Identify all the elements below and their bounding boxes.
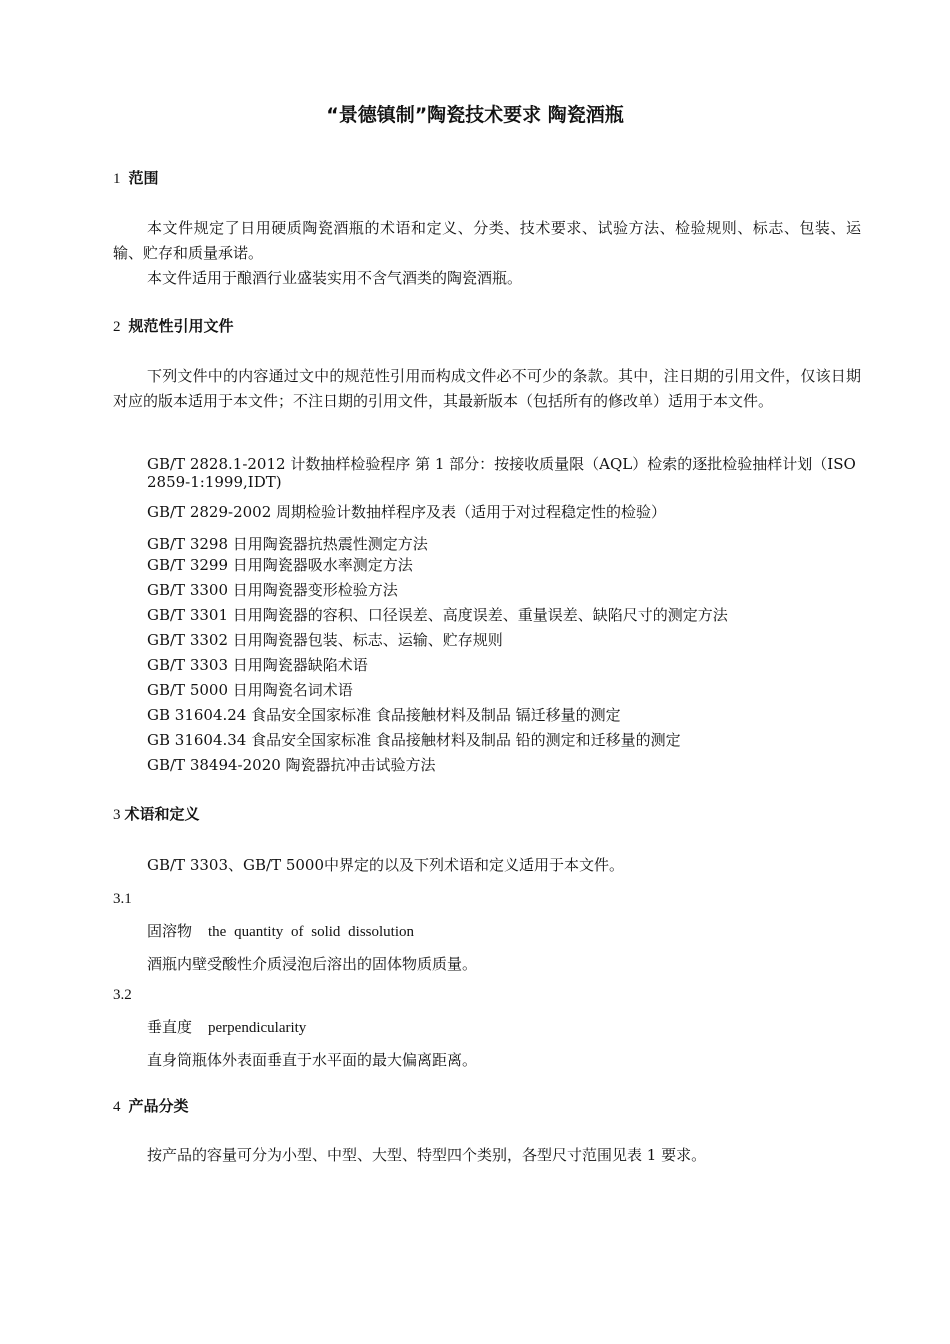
section-4-paragraph: 按产品的容量可分为小型、中型、大型、特型四个类别，各型尺寸范围见表 1 要求。: [147, 1146, 707, 1164]
section-title: 术语和定义: [124, 805, 200, 823]
section-title: 规范性引用文件: [128, 317, 234, 335]
term-entry: [147, 1017, 306, 1038]
term-number: 3.1: [113, 891, 132, 907]
section-2-heading: [113, 316, 234, 337]
term-number: 3.2: [113, 987, 132, 1003]
term-definition: 直身筒瓶体外表面垂直于水平面的最大偏离距离。: [147, 1051, 478, 1069]
term-definition: 酒瓶内壁受酸性介质浸泡后溶出的固体物质质量。: [147, 955, 478, 973]
section-1-paragraph: 本文件适用于酿酒行业盛装实用不含气酒类的陶瓷酒瓶。: [147, 269, 523, 287]
term-chinese: 固溶物: [147, 922, 193, 940]
reference-item: GB 31604.24 食品安全国家标准 食品接触材料及制品 镉迁移量的测定: [147, 706, 621, 724]
reference-item: GB/T 3303 日用陶瓷器缺陷术语: [147, 656, 368, 674]
reference-item: GB 31604.34 食品安全国家标准 食品接触材料及制品 铅的测定和迁移量的测定: [147, 731, 681, 749]
reference-item: GB/T 3300 日用陶瓷器变形检验方法: [147, 581, 398, 599]
reference-item: GB/T 3301 日用陶瓷器的容积、口径误差、高度误差、重量误差、缺陷尺寸的测定方法: [147, 606, 728, 624]
section-title: 范围: [128, 169, 159, 187]
term-english: the quantity of solid dissolution: [208, 924, 415, 940]
reference-item: GB/T 38494-2020 陶瓷器抗冲击试验方法: [147, 756, 436, 774]
reference-item: GB/T 3298 日用陶瓷器抗热震性测定方法: [147, 535, 428, 553]
term-chinese: 垂直度: [147, 1018, 193, 1036]
section-number: 2: [113, 319, 121, 335]
section-1-paragraph: 本文件规定了日用硬质陶瓷酒瓶的术语和定义、分类、技术要求、试验方法、检验规则、标志、包装、运输、贮存和质量承诺。: [113, 219, 861, 262]
section-4-heading: [113, 1096, 189, 1117]
reference-item: GB/T 2829-2002 周期检验计数抽样程序及表（适用于对过程稳定性的检验）: [147, 503, 667, 521]
reference-item: GB/T 3299 日用陶瓷器吸水率测定方法: [147, 556, 413, 574]
section-number: 3: [113, 807, 121, 823]
reference-item: GB/T 2828.1-2012 计数抽样检验程序 第 1 部分：按接收质量限（AQL）检索的逐批检验抽样计划（ISO 2859-1:1999,IDT): [147, 455, 856, 491]
section-number: 4: [113, 1099, 121, 1115]
section-1-heading: [113, 168, 159, 189]
term-entry: [147, 921, 414, 942]
section-number: 1: [113, 171, 121, 187]
section-title: 产品分类: [128, 1097, 189, 1115]
section-3-heading: [113, 804, 200, 825]
reference-item: GB/T 3302 日用陶瓷器包装、标志、运输、贮存规则: [147, 631, 503, 649]
reference-item: GB/T 5000 日用陶瓷名词术语: [147, 681, 353, 699]
term-english: perpendicularity: [208, 1020, 307, 1036]
section-3-paragraph: GB/T 3303、GB/T 5000中界定的以及下列术语和定义适用于本文件。: [147, 856, 625, 874]
section-2-paragraph: 下列文件中的内容通过文中的规范性引用而构成文件必不可少的条款。其中，注日期的引用文件，仅该日期对应的版本适用于本文件；不注日期的引用文件，其最新版本（包括所有的修改单）适用于本文件。: [113, 367, 861, 410]
document-title: “景德镇制”陶瓷技术要求 陶瓷酒瓶: [326, 104, 624, 126]
